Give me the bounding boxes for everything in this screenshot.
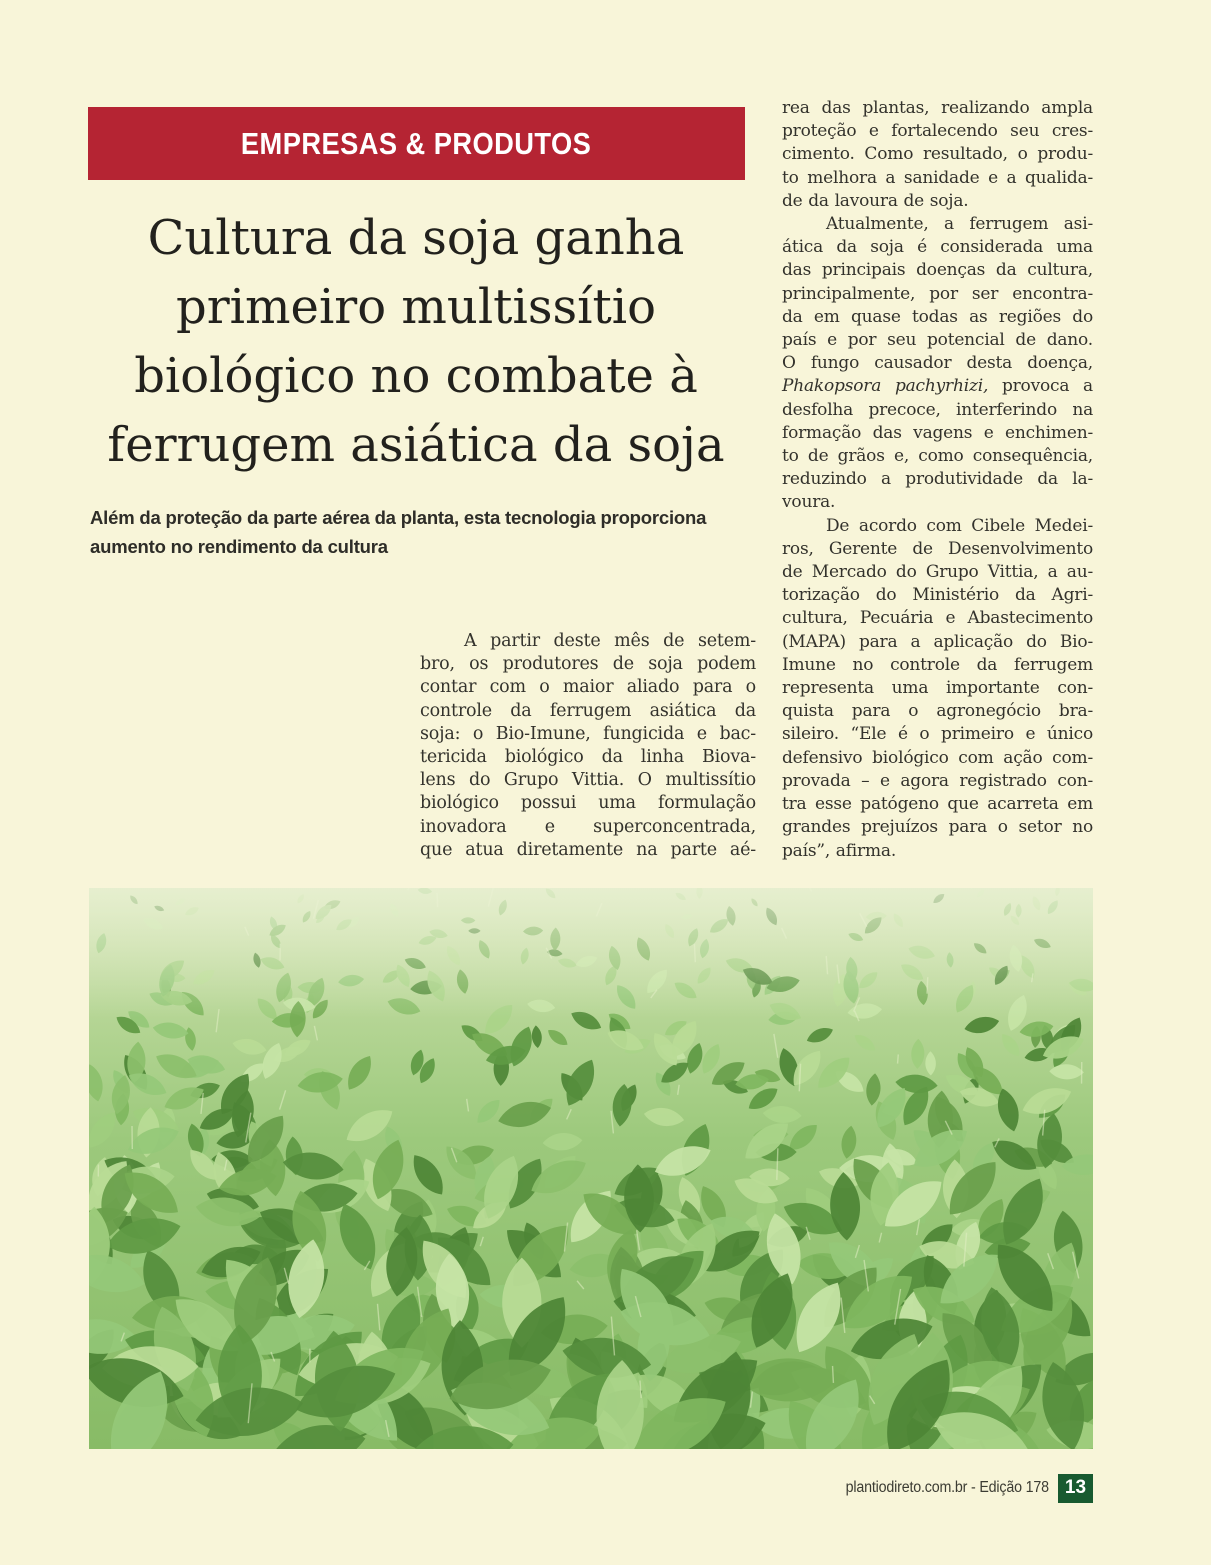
text-line: país”, afirma. [782, 840, 897, 861]
page-footer [828, 1473, 1093, 1503]
text-line: que atua diretamente na parte aé- [420, 839, 756, 860]
text-line: desfolha precoce, interferindo na [782, 399, 1093, 420]
text-line: representa uma importante con- [782, 678, 1093, 699]
soybean-field-image [89, 888, 1093, 1449]
page-number-badge: 13 [1058, 1474, 1093, 1503]
text-line: torização do Ministério da Agri- [782, 585, 1093, 606]
text-line: defensivo biológico com ação com- [782, 747, 1093, 768]
text-line: primeiro multissítio [176, 279, 656, 335]
text-line: proteção e fortalecendo seu cres- [782, 121, 1093, 142]
text-line: rea das plantas, realizando ampla [782, 98, 1093, 118]
text-line: voura. [782, 492, 836, 513]
text-line: tra esse patógeno que acarreta em [782, 794, 1093, 815]
section-banner-label: EMPRESAS & PRODUTOS [241, 125, 592, 161]
text-line: provada – e agora registrado con- [782, 770, 1093, 791]
text-line: Além da proteção da parte aérea da planta, esta tecnologia proporciona [90, 507, 707, 528]
text-line: aumento no rendimento da cultura [90, 536, 388, 557]
text-line: das principais doenças da cultura, [782, 260, 1093, 281]
article-title [78, 204, 754, 480]
text-line: inovadora e superconcentrada, [420, 816, 756, 837]
text-line: grandes prejuízos para o setor no [782, 817, 1093, 838]
text-line: tericida biológico da linha Biova- [420, 747, 756, 768]
text-line: (MAPA) para a aplicação do Bio- [782, 631, 1093, 652]
text-line: formação das vagens e enchimen- [782, 422, 1093, 443]
body-column-right [782, 97, 1093, 863]
text-line: O fungo causador desta doença, [782, 353, 1093, 374]
text-line: da em quase todas as regiões do [782, 306, 1093, 327]
text-line: cultura, Pecuária e Abastecimento [782, 608, 1093, 629]
text-line: ros, Gerente de Desenvolvimento [782, 538, 1093, 559]
article-standfirst [90, 503, 770, 561]
text-line: contar com o maior aliado para o [420, 677, 756, 698]
text-line: de da lavoura de soja. [782, 190, 969, 211]
text-line: A partir deste mês de setem- [464, 631, 756, 651]
footer-credit: plantiodireto.com.br - Edição 178 [845, 1479, 1049, 1496]
text-line: reduzindo a produtividade da la- [782, 469, 1093, 490]
text-line: lens do Grupo Vittia. O multissítio [420, 770, 756, 791]
text-line: quista para o agronegócio bra- [782, 701, 1093, 722]
text-line: soja: o Bio-Imune, fungicida e bac- [420, 723, 756, 744]
section-banner [88, 107, 745, 180]
text-line: De acordo com Cibele Medei- [826, 515, 1093, 536]
text-line: país e por seu potencial de dano. [782, 330, 1093, 351]
text-line: ferrugem asiática da soja [107, 417, 725, 473]
text-line: to de grãos e, como consequência, [782, 446, 1093, 467]
text-line: Imune no controle da ferrugem [782, 654, 1093, 675]
text-line: bro, os produtores de soja podem [420, 654, 756, 675]
paragraph [782, 213, 1093, 515]
paragraph [782, 97, 1093, 213]
text-line: sileiro. “Ele é o primeiro e único [782, 724, 1093, 745]
text-line: Phakopsora pachyrhizi, provoca a [782, 376, 1093, 397]
soybean-field-photo [89, 888, 1093, 1449]
text-line: biológico possui uma formulação [420, 793, 756, 814]
text-line: principalmente, por ser encontra- [782, 283, 1093, 304]
text-line: de Mercado do Grupo Vittia, a au- [782, 562, 1093, 583]
body-column-left [420, 630, 756, 862]
text-line: Cultura da soja ganha [147, 210, 685, 266]
text-line: to melhora a sanidade e a qualida- [782, 167, 1093, 188]
text-line: biológico no combate à [134, 348, 698, 404]
text-line: cimento. Como resultado, o produ- [782, 144, 1093, 165]
paragraph [420, 630, 756, 862]
text-line: ática da soja é considerada uma [782, 237, 1093, 258]
paragraph [782, 515, 1093, 863]
text-line: controle da ferrugem asiática da [420, 700, 756, 721]
text-line: Atualmente, a ferrugem asi- [826, 214, 1093, 235]
